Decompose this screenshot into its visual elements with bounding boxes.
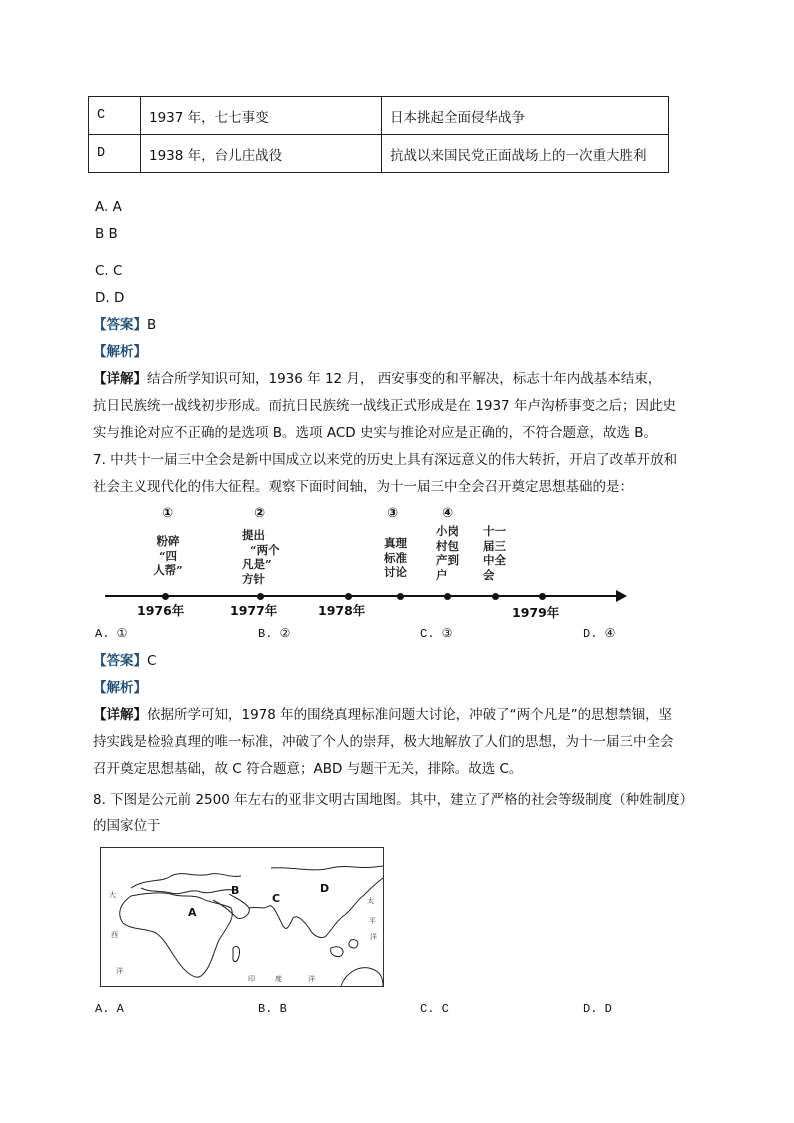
q7-detail-line-3: 召开奠定思想基础，故 C 符合题意；ABD 与题干无关，排除。故选 C。 [93, 761, 523, 777]
answer-value: B [147, 317, 157, 333]
table-cell-inference: 日本挑起全面侵华战争 [382, 97, 669, 135]
year-label: 1977年 [230, 603, 278, 618]
year-label: 1976年 [137, 603, 185, 618]
table-cell-fact: 1938 年，台儿庄战役 [141, 135, 382, 173]
map-label-b: B [231, 884, 240, 897]
q8-stem-line-1: 8. 下图是公元前 2500 年左右的亚非文明古国地图。其中，建立了严格的社会等级制度（种姓制度） [93, 792, 694, 808]
q8-choice-c: C. C [420, 1002, 449, 1016]
timeline-dot [345, 593, 352, 600]
map-label-a: A [188, 906, 197, 919]
table-cell-option: D [89, 135, 141, 173]
q6-choice-a: A. A [95, 199, 122, 215]
timeline-dot [397, 593, 404, 600]
ocean-label: 大 [109, 891, 116, 899]
event-number: ① [162, 506, 174, 521]
table-cell-fact: 1937 年，七七事变 [141, 97, 382, 135]
timeline-dot [492, 593, 499, 600]
map-label-d: D [320, 882, 330, 895]
q7-choice-c: C. ③ [420, 627, 453, 641]
event-number: ④ [442, 506, 454, 521]
event-label: 真理 标准 讨论 [384, 536, 407, 579]
q7-analysis-label: 【解析】 [93, 680, 147, 696]
event-number: ③ [387, 506, 399, 521]
q8-choice-d: D. D [583, 1002, 612, 1016]
answer-value: C [147, 653, 157, 669]
q6-detail-line-2: 抗日民族统一战线初步形成。而抗日民族统一战线正式形成是在 1937 年卢沟桥事变之后；因此史 [93, 398, 676, 414]
detail-label: 【详解】 [93, 371, 147, 387]
q7-answer [93, 648, 156, 675]
q7-choice-b: B. ② [258, 627, 291, 641]
event-label: 十一 届三 中全 会 [483, 524, 506, 582]
ocean-label: 印 [248, 975, 255, 983]
map-label-c: C [272, 892, 281, 905]
q8-choice-b: B. B [258, 1002, 287, 1016]
q6-analysis-label: 【解析】 [93, 344, 147, 360]
ocean-label: 洋 [308, 975, 315, 983]
q7-stem-line-1: 7. 中共十一届三中全会是新中国成立以来党的历史上具有深远意义的伟大转折，开启了改革开放和 [93, 452, 678, 468]
year-label: 1978年 [318, 603, 366, 618]
timeline-dot [539, 593, 546, 600]
q8-stem-line-2: 的国家位于 [93, 818, 161, 834]
q6-detail-line-1 [93, 366, 661, 393]
event-label: 小岗 村包 产到 户 [436, 524, 459, 582]
timeline-dot [444, 593, 451, 600]
table-cell-inference: 抗战以来国民党正面战场上的一次重大胜利 [382, 135, 669, 173]
q7-choice-d: D. ④ [583, 627, 616, 641]
ocean-label: 西 [111, 931, 118, 939]
ancient-civilizations-map [100, 847, 384, 987]
q7-detail-line-2: 持实践是检验真理的唯一标准，冲破了个人的崇拜，极大地解放了人们的思想，为十一届三中全会 [93, 734, 674, 750]
q6-choice-c: C. C [95, 263, 123, 279]
q7-stem-line-2: 社会主义现代化的伟大征程。观察下面时间轴，为十一届三中全会召开奠定思想基础的是： [93, 479, 633, 495]
answer-label: 【答案】 [93, 653, 147, 669]
q7-choice-a: A. ① [95, 627, 128, 641]
timeline-dot [162, 593, 169, 600]
world-map-outline-icon [101, 848, 383, 986]
ocean-label: 洋 [116, 967, 123, 975]
q7-detail-line-1 [93, 702, 672, 729]
arrow-right-icon [616, 590, 627, 602]
event-number: ② [254, 506, 266, 521]
ocean-label: 太 [367, 897, 374, 905]
q6-answer [93, 312, 156, 339]
table-cell-option: C [89, 97, 141, 135]
q6-choice-d: D. D [95, 290, 125, 306]
q6-choice-b: B B [95, 226, 118, 242]
timeline-dot [257, 593, 264, 600]
detail-label: 【详解】 [93, 707, 147, 723]
answer-label: 【答案】 [93, 317, 147, 333]
year-label: 1979年 [512, 605, 560, 620]
ocean-label: 洋 [370, 933, 377, 941]
detail-text: 结合所学知识可知，1936 年 12 月， 西安事变的和平解决，标志十年内战基本结束， [147, 371, 662, 387]
q6-detail-line-3: 实与推论对应不正确的是选项 B。选项 ACD 史实与推论对应是正确的，不符合题意，故选 B。 [93, 425, 658, 441]
ocean-label: 平 [369, 917, 376, 925]
event-label: 提出 “两个 凡是” 方针 [242, 528, 280, 586]
table-row [89, 135, 669, 173]
table-row [89, 97, 669, 135]
q8-choice-a: A. A [95, 1002, 124, 1016]
ocean-label: 度 [275, 975, 282, 983]
event-label: 粉碎 “四 人帮” [153, 534, 183, 577]
fact-inference-table [88, 96, 669, 173]
detail-text: 依据所学可知，1978 年的围绕真理标准问题大讨论，冲破了“两个凡是”的思想禁锢，坚 [147, 707, 673, 723]
